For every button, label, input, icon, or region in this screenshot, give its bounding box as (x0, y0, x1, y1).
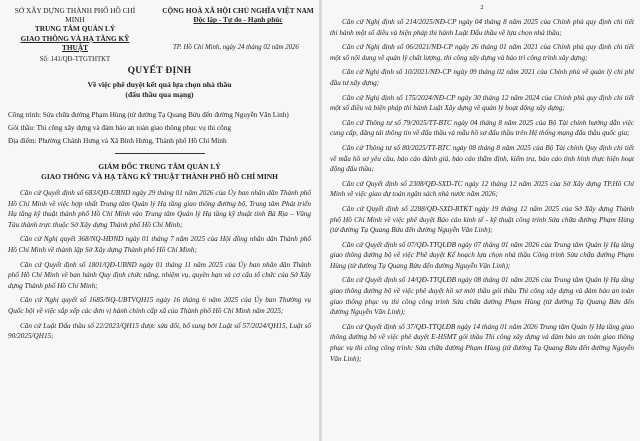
legal-basis-paragraph: Căn cứ Nghị quyết số 1685/NQ-UBTVQH15 ngày 16 tháng 6 năm 2025 của Ủy ban Thường vụ Quốc hội về việc sắp xếp các đơn vị hành chính cấp xã của Thành phố Hồ Chí Minh năm 2025; (8, 296, 311, 315)
divider-line (115, 153, 205, 154)
legal-basis-paragraph: Căn cứ Thông tư số 79/2025/TT-BTC ngày 04 tháng 8 năm 2025 của Bộ Tài chính hướng dẫn việc cung cấp, đăng tải thông tin về đấu thầu và mẫu hồ sơ đấu thầu trên Hệ thống mạng đấu thầu quốc gia; (330, 118, 634, 138)
agency-name-line1: TRUNG TÂM QUẢN LÝ (34, 24, 116, 34)
agency-name-line2: GIAO THÔNG VÀ HẠ TẦNG KỸ THUẬT (20, 33, 130, 52)
legal-basis-list (8, 188, 311, 342)
legal-basis-paragraph: Căn cứ Nghị định số 214/2025/NĐ-CP ngày 04 tháng 8 năm 2025 của Chính phủ quy định chi tiết thi hành một số điều và biện pháp thi hành Luật Đấu thầu về lựa chọn nhà thầu; (330, 18, 634, 37)
project-location: Địa điểm: Phường Chánh Hưng và Xã Bình Hưng, Thành phố Hồ Chí Minh (8, 137, 227, 145)
legal-basis-paragraph: Căn cứ Nghị định số 175/2024/NĐ-CP ngày 30 tháng 12 năm 2024 của Chính phủ quy định chi tiết một số điều và biện pháp thi hành Luật Xây dựng về quản lý hoạt động xây dựng; (330, 93, 634, 113)
legal-basis-paragraph: Căn cứ Quyết định số 2288/QĐ-SXD-BTKT ngày 19 tháng 12 năm 2025 của Sở Xây dựng Thành phố Hồ Chí Minh về việc phê duyệt Báo cáo kinh tế - kỹ thuật công trình Sửa chữa đường Phạm Hùng (từ đường Tạ Quang Bửu đến đường Nguyễn Văn Linh); (330, 204, 634, 235)
project-name: Công trình: Sửa chữa đường Phạm Hùng (từ đường Tạ Quang Bửu đến đường Nguyễn Văn Linh) (8, 111, 289, 119)
document-header (8, 0, 314, 64)
project-info (8, 110, 311, 147)
authority-heading (8, 162, 311, 182)
authority-line2: GIAO THÔNG VÀ HẠ TẦNG KỸ THUẬT THÀNH PHỐ HỒ CHÍ MINH (41, 172, 278, 181)
legal-basis-paragraph: Căn cứ Nghị quyết 368/NQ-HĐND ngày 01 tháng 7 năm 2025 của Hội đồng nhân dân Thành phố Hồ Chí Minh về thành lập Sở Xây dựng Thành phố Hồ Chí Minh; (8, 235, 311, 254)
legal-basis-paragraph: Căn cứ Quyết định số 2308/QĐ-SXD-TC ngày 12 tháng 12 năm 2025 của Sở Xây dựng TP.Hồ Chí Minh về việc giao dự toán ngân sách nhà nước năm 2026; (330, 179, 634, 199)
document-number: Số: 141/QĐ-TTGTHTKT (39, 56, 111, 64)
legal-basis-paragraph: Căn cứ Nghị định số 06/2021/NĐ-CP ngày 26 tháng 01 năm 2021 của Chính phủ quy định chi tiết một số nội dung về quản lý chất lượng, thi công xây dựng và bảo trì công trình xây dựng; (330, 43, 634, 62)
national-motto-block (158, 6, 318, 24)
document-date: TP. Hồ Chí Minh, ngày 24 tháng 02 năm 2026 (173, 44, 299, 51)
legal-basis-paragraph: Căn cứ Thông tư số 80/2025/TT-BTC ngày 08 tháng 8 năm 2025 của Bộ Tài chính Quy định chi tiết về mẫu hồ sơ yêu cầu, báo cáo đánh giá, báo cáo thẩm định, kiểm tra, báo cáo tình hình thực hiện hoạt động đấu thầu; (330, 143, 634, 174)
legal-basis-paragraph: Căn cứ Quyết định số 37/QĐ-TTQLĐB ngày 14 tháng 01 năm 2026 Trung tâm Quản lý Hạ tầng giao thông đường bộ về việc phê duyệt E-HSMT gói thầu Thi công xây dựng và đảm bảo an toàn giao thông phục vụ thi công công trình: Sửa chữa đường Phạm Hùng (từ đường Tạ Quang Bửu đến đường Nguyễn Văn Linh); (330, 322, 634, 363)
document-page-2 (322, 0, 640, 441)
subtitle-line2: (đấu thầu qua mạng) (125, 90, 194, 99)
legal-basis-paragraph: Căn cứ Quyết định số 1801/QĐ-UBND ngày 01 tháng 11 năm 2025 của Ủy ban nhân dân Thành phố Hồ Chí Minh về ban hành Quy định chức năng, nhiệm vụ, quyền hạn và cơ cấu tổ chức của Sở Xây dựng Thành phố Hồ Chí Minh; (8, 260, 311, 290)
document-page-1 (0, 0, 319, 441)
legal-basis-list (330, 17, 634, 364)
issuing-agency-block (10, 6, 140, 64)
legal-basis-paragraph: Căn cứ Quyết định số 07/QĐ-TTQLĐB ngày 07 tháng 01 năm 2026 của Trung tâm Quản lý Hạ tầng giao thông đường bộ về việc Phê duyệt Kế hoạch lựa chọn nhà thầu Công trình Sửa chữa đường Phạm Hùng (từ đường Tạ Quang Bửu đến đường Nguyễn Văn Linh); (330, 240, 634, 270)
document-subtitle (8, 80, 311, 100)
document-title: QUYẾT ĐỊNH (127, 66, 192, 76)
agency-parent: SỞ XÂY DỰNG THÀNH PHỐ HỒ CHÍ MINH (14, 6, 136, 25)
legal-basis-paragraph: Căn cứ Nghị định số 10/2021/NĐ-CP ngày 09 tháng 02 năm 2021 của Chính phủ về quản lý chi phí đầu tư xây dựng; (330, 68, 634, 87)
country-name: CỘNG HOÀ XÃ HỘI CHỦ NGHĨA VIỆT NAM (162, 6, 314, 15)
authority-line1: GIÁM ĐỐC TRUNG TÂM QUẢN LÝ (98, 162, 221, 171)
legal-basis-paragraph: Căn cứ Luật Đấu thầu số 22/2023/QH15 được sửa đổi, bổ sung bởi Luật số 57/2024/QH15, Luật số 90/2025/QH15; (8, 321, 311, 341)
national-motto: Độc lập - Tự do - Hạnh phúc (193, 15, 283, 25)
package-name: Gói thầu: Thi công xây dựng và đảm bảo an toàn giao thông phục vụ thi công (8, 124, 231, 132)
legal-basis-paragraph: Căn cứ Quyết định số 683/QĐ-UBND ngày 29 tháng 01 năm 2026 của Ủy ban nhân dân Thành phố Hồ Chí Minh về việc hợp nhất Trung tâm Quản lý Hạ tầng giao thông đường bộ, Trung tâm Phát triển Hạ tầng kỹ thuật thành phố Hồ Chí Minh vào Trung tâm Quản lý Hạ tầng kỹ thuật tỉnh Bà Rịa – Vũng Tàu thành trực thuộc Sở Xây dựng Thành phố Hồ Chí Minh; (8, 189, 311, 229)
legal-basis-paragraph: Căn cứ Quyết định số 14/QĐ-TTQLĐB ngày 08 tháng 01 năm 2026 của Trung tâm Quản lý Hạ tầng giao thông đường bộ về việc phê duyệt hồ sơ mời thầu gói thầu Thi công xây dựng và đảm bảo an toàn giao thông phục vụ thi công công trình Sửa chữa đường Phạm Hùng (từ đường Tạ Quang Bửu đến đường Nguyễn Văn Linh); (330, 276, 634, 317)
subtitle-line1: Về việc phê duyệt kết quả lựa chọn nhà thầu (87, 80, 232, 89)
page-number: 2 (480, 4, 484, 11)
